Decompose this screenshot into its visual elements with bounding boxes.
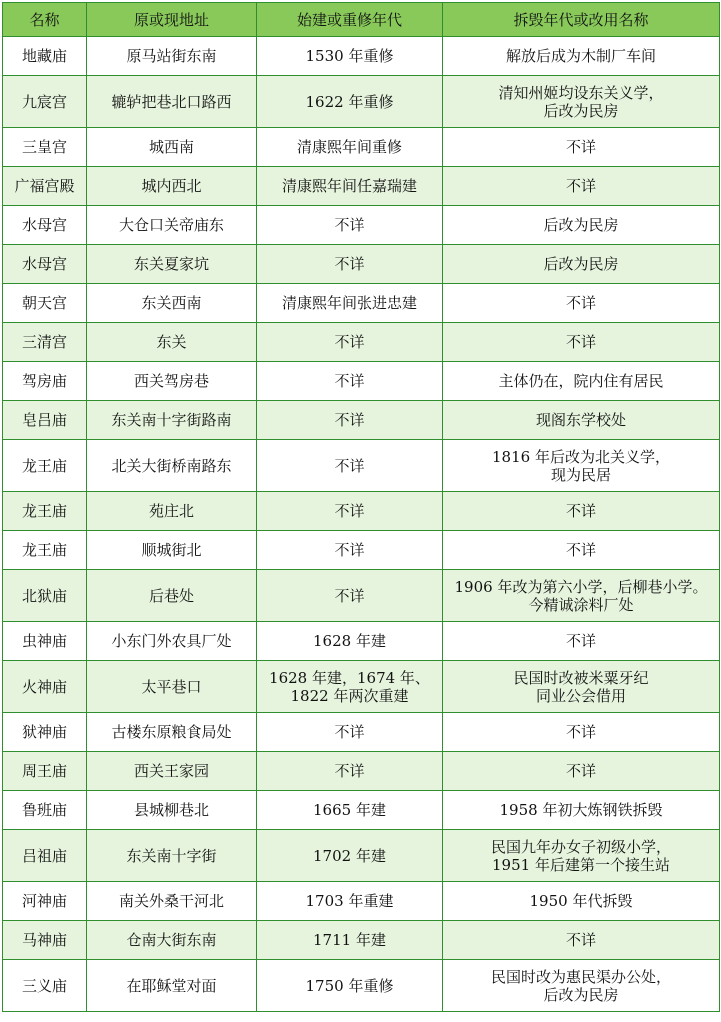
cell-address: 小东门外农具厂处	[87, 622, 257, 661]
cell-fate	[443, 492, 720, 531]
cell-name: 马神庙	[3, 921, 87, 960]
table-row	[3, 284, 720, 323]
header-address: 原或现地址	[87, 3, 257, 37]
cell-built-line: 清康熙年间重修	[296, 138, 402, 156]
cell-fate	[443, 128, 720, 167]
table-row	[3, 37, 720, 76]
cell-address: 仓南大街东南	[87, 921, 257, 960]
table-row	[3, 362, 720, 401]
cell-fate	[443, 440, 720, 492]
header-row	[3, 3, 720, 37]
cell-built	[257, 245, 443, 284]
cell-built-line: 1622 年重修	[305, 92, 394, 111]
cell-built-line: 不详	[334, 586, 365, 605]
cell-built	[257, 921, 443, 960]
cell-address: 东关夏家坑	[87, 245, 257, 284]
header-built: 始建或重修年代	[257, 3, 443, 37]
cell-fate-line: 清知州姬均设东关义学，	[498, 83, 664, 102]
cell-address: 东关	[87, 323, 257, 362]
cell-fate-line: 后改为民房	[543, 255, 619, 273]
cell-name: 火神庙	[3, 661, 87, 713]
cell-fate-line: 解放后成为木制厂车间	[505, 47, 656, 65]
cell-name: 皂吕庙	[3, 401, 87, 440]
cell-fate-line: 主体仍在，院内住有居民	[498, 372, 664, 390]
cell-fate-line: 不详	[565, 931, 596, 949]
cell-built	[257, 440, 443, 492]
cell-fate	[443, 960, 720, 1012]
cell-built	[257, 492, 443, 531]
cell-name: 三清宫	[3, 323, 87, 362]
cell-fate	[443, 284, 720, 323]
cell-fate-line: 现阁东学校处	[535, 411, 626, 429]
cell-built-line: 1750 年重修	[305, 976, 394, 995]
cell-name: 水母宫	[3, 206, 87, 245]
cell-built	[257, 323, 443, 362]
cell-fate	[443, 570, 720, 622]
table-row	[3, 960, 720, 1012]
cell-built-line: 1628 年建	[313, 632, 386, 650]
cell-name: 三皇宫	[3, 128, 87, 167]
cell-fate-line: 后改为民房	[543, 101, 619, 120]
header-fate: 拆毁年代或改用名称	[443, 3, 720, 37]
cell-address: 辘轳把巷北口路西	[87, 76, 257, 128]
cell-name: 周王庙	[3, 752, 87, 791]
cell-name: 朝天宫	[3, 284, 87, 323]
table-row	[3, 128, 720, 167]
cell-address: 古楼东原粮食局处	[87, 713, 257, 752]
cell-address: 北关大街桥南路东	[87, 440, 257, 492]
cell-name: 虫神庙	[3, 622, 87, 661]
table-row	[3, 661, 720, 713]
cell-fate	[443, 661, 720, 713]
cell-built	[257, 362, 443, 401]
cell-fate	[443, 531, 720, 570]
header-name: 名称	[3, 3, 87, 37]
cell-fate-line: 现为民居	[550, 465, 611, 484]
cell-built-line: 1822 年两次重建	[290, 686, 409, 705]
cell-built-line: 1711 年建	[313, 931, 386, 949]
cell-fate-line: 不详	[565, 177, 596, 195]
cell-built-line: 不详	[334, 762, 365, 780]
cell-name: 龙王庙	[3, 531, 87, 570]
cell-built-line: 不详	[334, 541, 365, 559]
cell-address: 顺城街北	[87, 531, 257, 570]
cell-fate-line: 不详	[565, 541, 596, 559]
table-body	[3, 37, 720, 1012]
table-row	[3, 570, 720, 622]
cell-fate-line: 同业公会借用	[535, 686, 626, 705]
cell-fate	[443, 713, 720, 752]
cell-address: 大仓口关帝庙东	[87, 206, 257, 245]
cell-built	[257, 791, 443, 830]
cell-address: 县城柳巷北	[87, 791, 257, 830]
cell-built-line: 不详	[334, 372, 365, 390]
cell-fate-line: 1951 年后建第一个接生站	[492, 855, 670, 874]
cell-address: 西关驾房巷	[87, 362, 257, 401]
table-row	[3, 791, 720, 830]
cell-fate-line: 民国九年办女子初级小学，	[490, 837, 671, 856]
cell-address: 原马站街东南	[87, 37, 257, 76]
cell-name: 地藏庙	[3, 37, 87, 76]
cell-name: 鲁班庙	[3, 791, 87, 830]
cell-fate	[443, 362, 720, 401]
cell-fate	[443, 791, 720, 830]
cell-fate	[443, 401, 720, 440]
cell-fate-line: 不详	[565, 723, 596, 741]
cell-built	[257, 960, 443, 1012]
table-row	[3, 921, 720, 960]
cell-name: 水母宫	[3, 245, 87, 284]
cell-fate	[443, 752, 720, 791]
cell-built	[257, 401, 443, 440]
cell-fate	[443, 245, 720, 284]
cell-address: 西关王家园	[87, 752, 257, 791]
cell-built	[257, 206, 443, 245]
cell-built-line: 不详	[334, 723, 365, 741]
table-row	[3, 76, 720, 128]
cell-fate	[443, 167, 720, 206]
table-row	[3, 882, 720, 921]
cell-address: 在耶稣堂对面	[87, 960, 257, 1012]
cell-address: 城西南	[87, 128, 257, 167]
cell-address: 后巷处	[87, 570, 257, 622]
cell-built	[257, 37, 443, 76]
table-row	[3, 245, 720, 284]
cell-fate-line: 不详	[565, 632, 596, 650]
cell-built-line: 不详	[334, 255, 365, 273]
cell-name: 龙王庙	[3, 492, 87, 531]
table-row	[3, 752, 720, 791]
cell-name: 三义庙	[3, 960, 87, 1012]
cell-fate	[443, 622, 720, 661]
cell-built-line: 1702 年建	[313, 846, 386, 865]
cell-built-line: 清康熙年间张进忠建	[281, 294, 417, 312]
cell-built-line: 不详	[334, 411, 365, 429]
table-row	[3, 440, 720, 492]
cell-built	[257, 882, 443, 921]
cell-fate	[443, 882, 720, 921]
cell-fate-line: 不详	[565, 762, 596, 780]
cell-built	[257, 752, 443, 791]
cell-built-line: 1703 年重建	[305, 892, 394, 910]
cell-fate	[443, 76, 720, 128]
cell-name: 狱神庙	[3, 713, 87, 752]
cell-fate	[443, 921, 720, 960]
cell-fate	[443, 37, 720, 76]
cell-fate-line: 1950 年代拆毁	[529, 892, 633, 910]
table-row	[3, 206, 720, 245]
table-row	[3, 622, 720, 661]
cell-fate-line: 后改为民房	[543, 216, 619, 234]
cell-name: 驾房庙	[3, 362, 87, 401]
cell-fate	[443, 830, 720, 882]
table-row	[3, 167, 720, 206]
cell-address: 东关南十字街	[87, 830, 257, 882]
table-row	[3, 830, 720, 882]
table-row	[3, 492, 720, 531]
cell-address: 东关南十字街路南	[87, 401, 257, 440]
cell-fate-line: 不详	[565, 502, 596, 520]
cell-built	[257, 622, 443, 661]
cell-built-line: 1530 年重修	[305, 47, 394, 65]
cell-fate-line: 民国时改被米粟牙纪	[513, 668, 649, 687]
cell-name: 广福宫殿	[3, 167, 87, 206]
cell-name: 北狱庙	[3, 570, 87, 622]
cell-fate-line: 民国时改为惠民渠办公处，	[490, 967, 671, 986]
cell-fate-line: 不详	[565, 138, 596, 156]
cell-address: 东关西南	[87, 284, 257, 323]
temples-table	[2, 2, 720, 1012]
cell-name: 龙王庙	[3, 440, 87, 492]
cell-built-line: 不详	[334, 502, 365, 520]
cell-address: 苑庄北	[87, 492, 257, 531]
cell-fate-line: 1958 年初大炼钢铁拆毁	[499, 801, 663, 819]
cell-built	[257, 570, 443, 622]
table-row	[3, 323, 720, 362]
cell-built	[257, 167, 443, 206]
table-row	[3, 531, 720, 570]
table-row	[3, 401, 720, 440]
cell-fate-line: 今精诚涂料厂处	[528, 595, 634, 614]
cell-built	[257, 284, 443, 323]
cell-address: 南关外桑干河北	[87, 882, 257, 921]
cell-name: 九宸宫	[3, 76, 87, 128]
cell-built-line: 不详	[334, 456, 365, 475]
cell-fate-line: 后改为民房	[543, 985, 619, 1004]
cell-built-line: 不详	[334, 333, 365, 351]
cell-built	[257, 128, 443, 167]
cell-built-line: 清康熙年间任嘉瑞建	[281, 177, 417, 195]
cell-name: 吕祖庙	[3, 830, 87, 882]
cell-fate-line: 不详	[565, 294, 596, 312]
cell-fate	[443, 206, 720, 245]
cell-built	[257, 531, 443, 570]
cell-fate	[443, 323, 720, 362]
cell-built-line: 不详	[334, 216, 365, 234]
cell-built-line: 1628 年建，1674 年、	[269, 668, 430, 687]
cell-address: 太平巷口	[87, 661, 257, 713]
cell-built-line: 1665 年建	[313, 801, 386, 819]
cell-fate-line: 1906 年改为第六小学，后柳巷小学。	[454, 577, 708, 596]
cell-address: 城内西北	[87, 167, 257, 206]
cell-built	[257, 661, 443, 713]
cell-fate-line: 不详	[565, 333, 596, 351]
cell-name: 河神庙	[3, 882, 87, 921]
cell-built	[257, 830, 443, 882]
cell-fate-line: 1816 年后改为北关义学，	[492, 447, 670, 466]
table-row	[3, 713, 720, 752]
cell-built	[257, 76, 443, 128]
cell-built	[257, 713, 443, 752]
